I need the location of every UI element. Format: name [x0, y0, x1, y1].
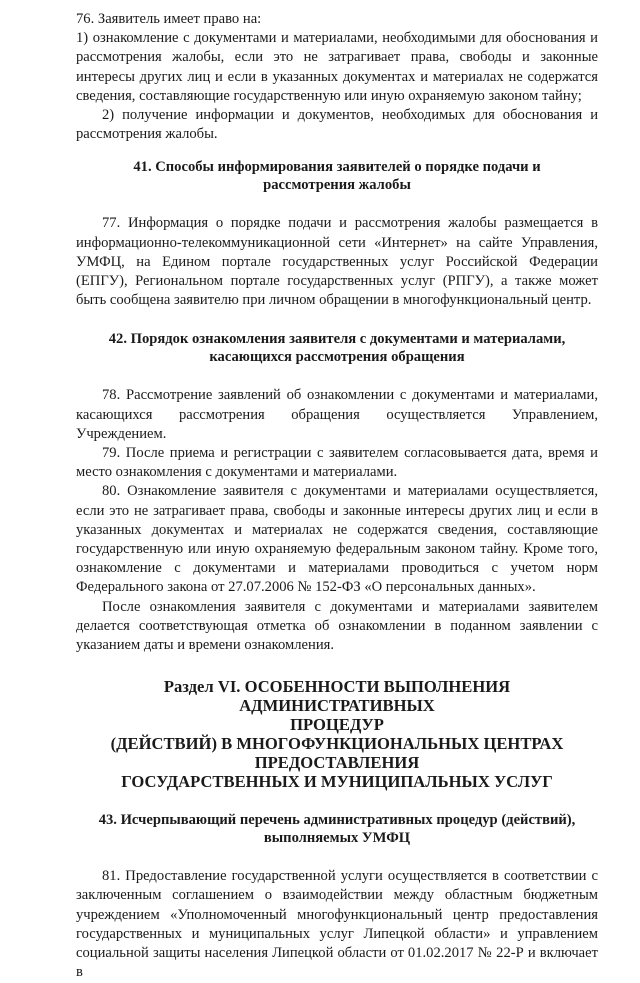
section-vi-heading-line-3: (ДЕЙСТВИЙ) В МНОГОФУНКЦИОНАЛЬНЫХ ЦЕНТРАХ [110, 734, 564, 754]
item-80: 80. Ознакомление заявителя с документами и материалами осуществляется, если это не затрагивает права, свободы и законные интересы других лиц и если в указанных документах и материалах не содержатся сведения, составляющие государственную или иную охраняемую федеральным законом тайну. Кроме того, ознакомление с документами и материалами проводиться с учетом норм Федерального закона от 27.07.2006 № 152-ФЗ «О персональных данных». [76, 483, 598, 596]
section-vi-heading-line-2: ПРОЦЕДУР [290, 715, 384, 735]
section-43-heading: 43. Исчерпывающий перечень административных процедур (действий), выполняемых УМФЦ [98, 812, 576, 847]
section-vi-heading-line-5: ГОСУДАРСТВЕННЫХ И МУНИЦИПАЛЬНЫХ УСЛУГ [121, 772, 553, 792]
item-81: 81. Предоставление государственной услуги осуществляется в соответствии с заключенным соглашением о взаимодействии между областным бюджетным учреждением «Уполномоченный многофункциональный центр предоставления государственных и муниципальных услуг Липецкой области» и управлением социальной защиты населения Липецкой области от 01.02.2017 № 22-Р и включает в [76, 868, 598, 981]
section-vi-heading-line-4: ПРЕДОСТАВЛЕНИЯ [254, 753, 420, 773]
item-79: 79. После приема и регистрации с заявителем согласовывается дата, время и место ознакомления с документами и материалами. [76, 445, 598, 481]
section-vi-heading [76, 677, 598, 791]
item-76-p2: 2) получение информации и документов, необходимых для обоснования и рассмотрения жалобы. [76, 107, 598, 143]
item-76-p1: 1) ознакомление с документами и материалами, необходимыми для обоснования и рассмотрения жалобы, если это не затрагивает права, свободы и законные интересы других лиц и если в указанных документах и материалах не содержатся сведения, составляющие государственную или иную охраняемую законом тайну; [76, 30, 598, 104]
item-77: 77. Информация о порядке подачи и рассмотрения жалобы размещается в информационно-телекоммуникационной сети «Интернет» на сайте Управления, УМФЦ, на Едином портале государственных услуг Российской Федерации (ЕПГУ), Региональном портале государственных услуг (РПГУ), а также может быть сообщена заявителю при личном обращении в многофункциональный центр. [76, 215, 598, 309]
item-80-after: После ознакомления заявителя с документами и материалами заявителем делается соответствующая отметка об ознакомлении в поданном заявлении с указанием даты и времени ознакомления. [76, 598, 598, 654]
section-vi-heading-line-1: Раздел VI. ОСОБЕННОСТИ ВЫПОЛНЕНИЯ АДМИНИСТРАТИВНЫХ [163, 677, 511, 716]
item-78: 78. Рассмотрение заявлений об ознакомлении с документами и материалами, касающихся рассмотрения обращения осуществляется Управлением, Учреждением. [76, 387, 598, 442]
section-41-heading: 41. Способы информирования заявителей о порядке подачи и рассмотрения жалобы [133, 159, 541, 194]
document-page [76, 10, 598, 983]
item-76-intro: 76. Заявитель имеет право на: [76, 11, 262, 27]
section-42-heading: 42. Порядок ознакомления заявителя с документами и материалами, касающихся рассмотрения обращения [108, 331, 566, 366]
